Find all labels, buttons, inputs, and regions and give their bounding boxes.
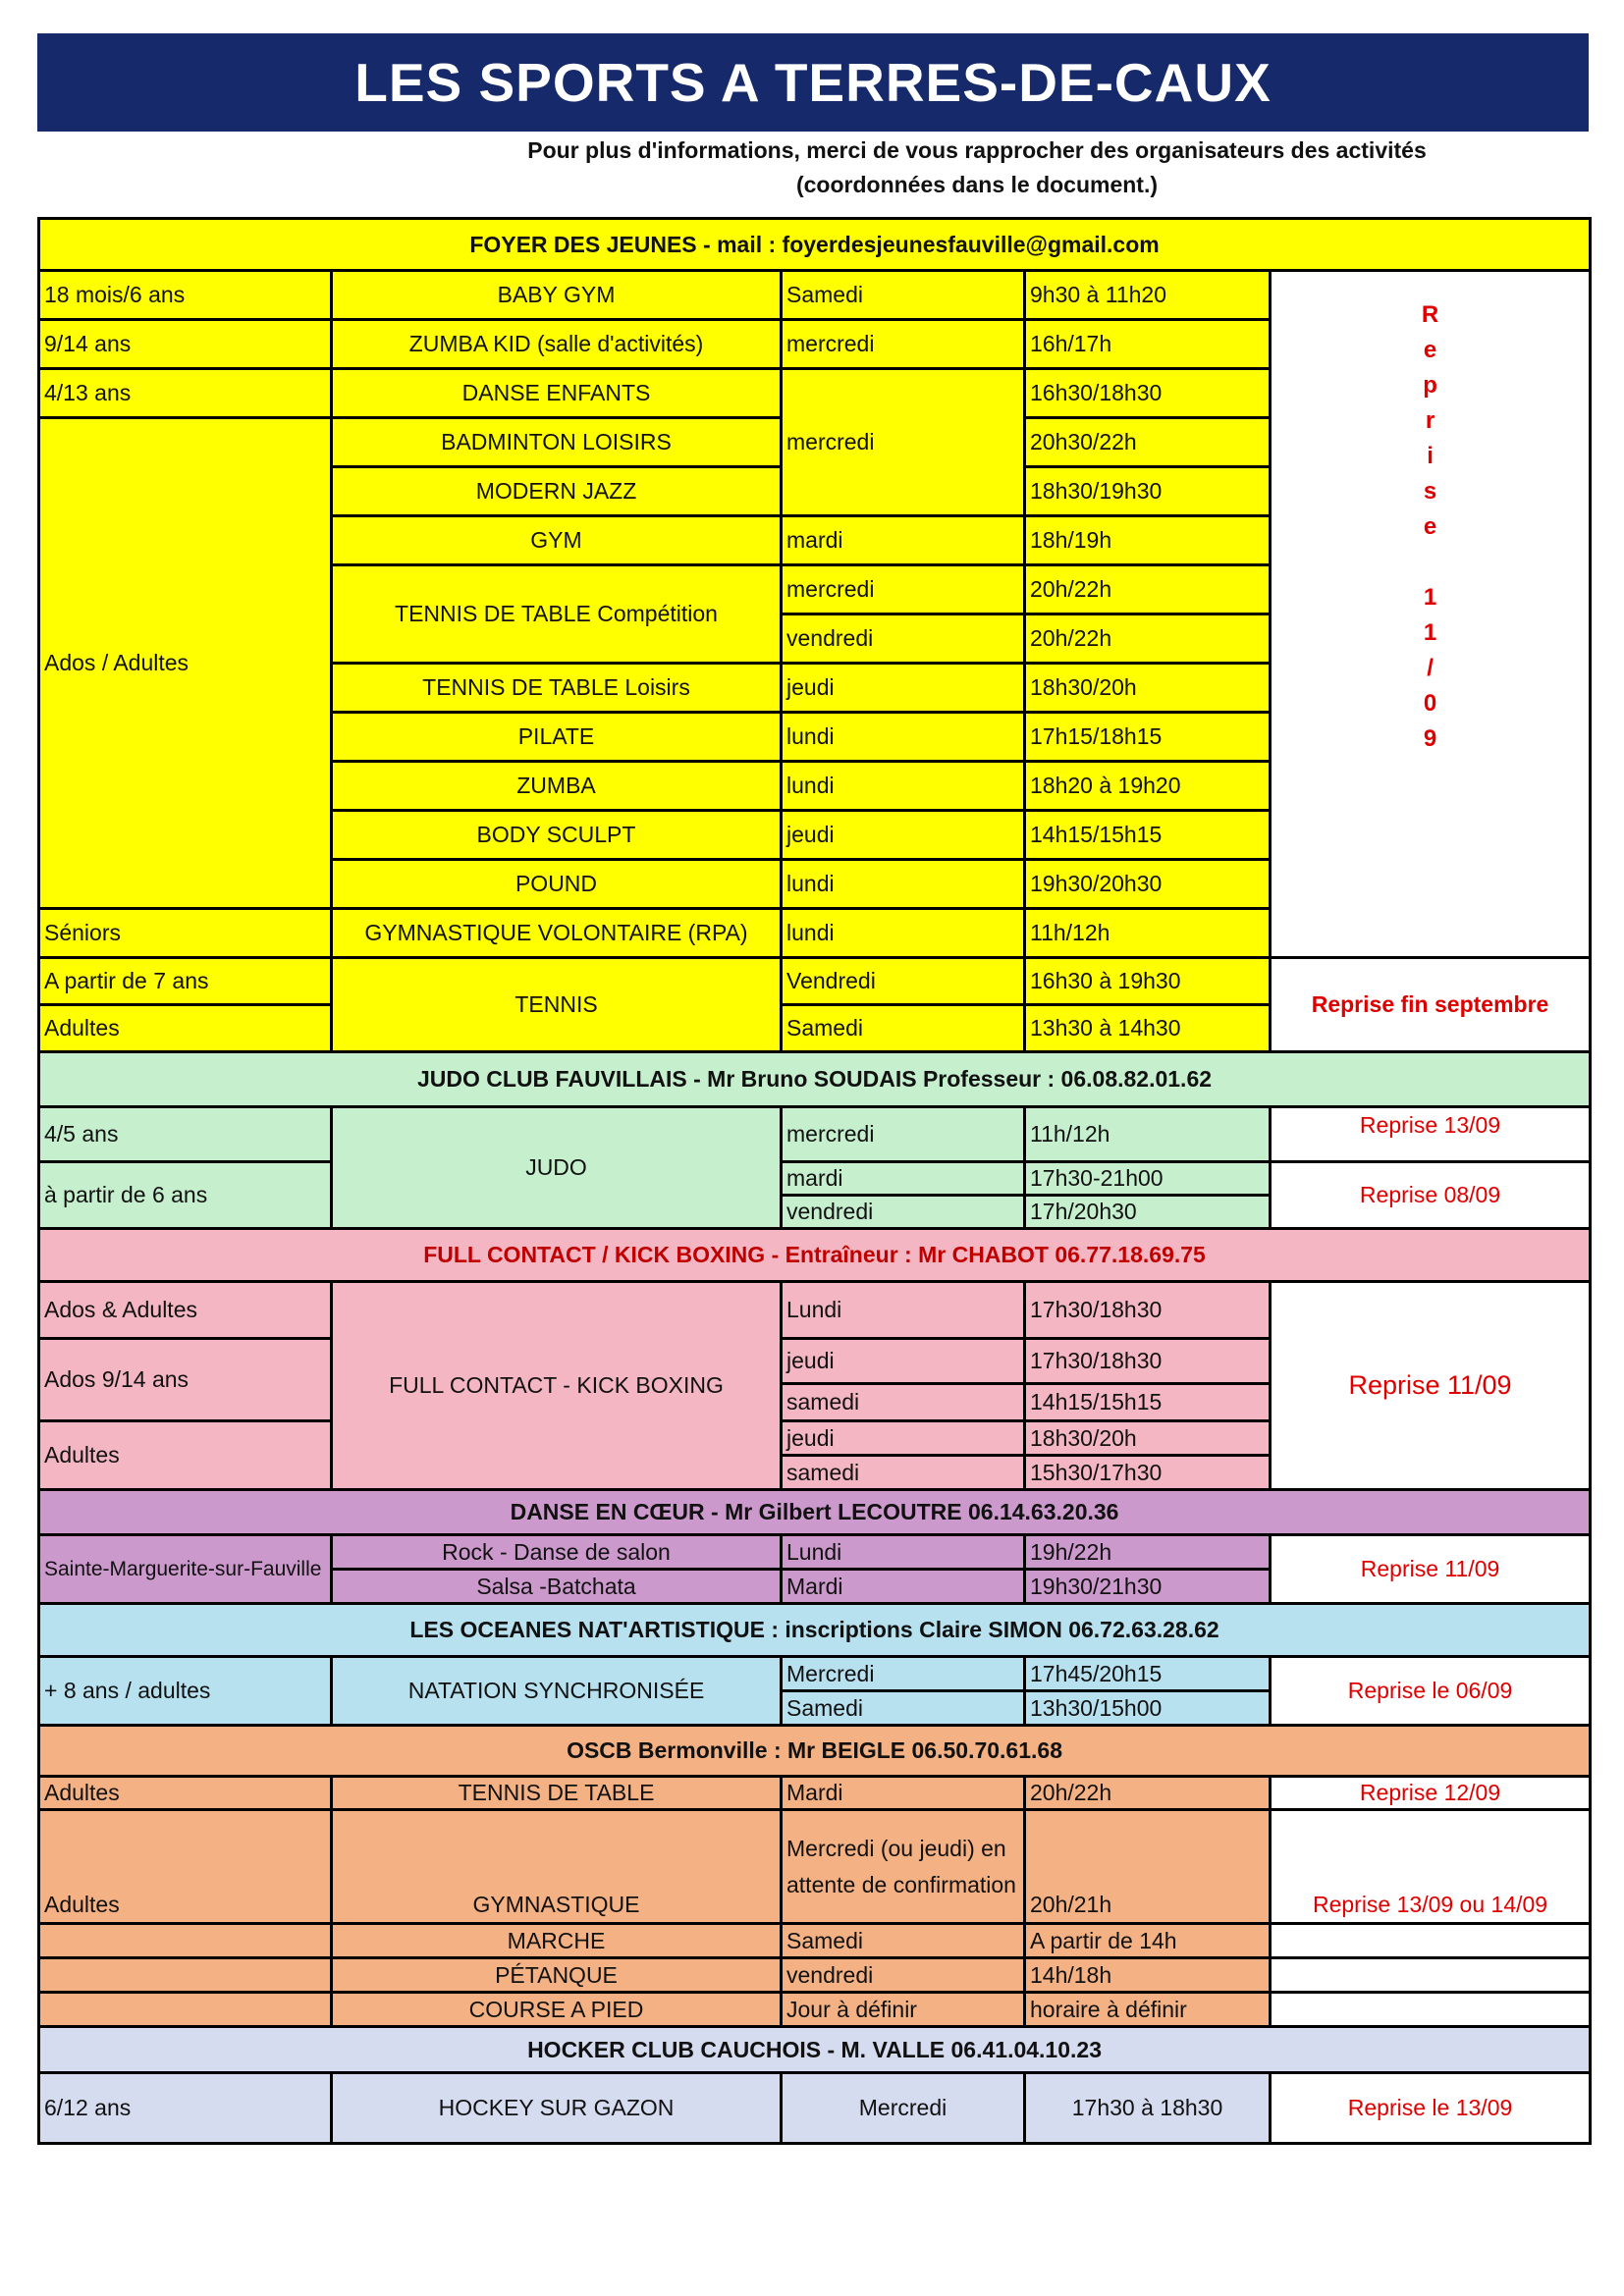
activity-cell: TENNIS <box>332 958 782 1052</box>
activity-cell: GYMNASTIQUE VOLONTAIRE (RPA) <box>332 909 782 958</box>
time-cell: 17h30 à 18h30 <box>1025 2073 1271 2144</box>
age-cell: 9/14 ans <box>39 320 332 369</box>
time-cell: 18h20 à 19h20 <box>1025 762 1271 811</box>
day-cell: mardi <box>782 516 1025 565</box>
reprise-cell: Reprise fin septembre <box>1271 958 1591 1052</box>
day-cell: vendredi <box>782 1958 1025 1993</box>
time-cell: 19h/22h <box>1025 1535 1271 1570</box>
subtitle-line-1: Pour plus d'informations, merci de vous rapprocher des organisateurs des activités <box>527 137 1427 163</box>
time-cell: 16h30 à 19h30 <box>1025 958 1271 1005</box>
time-cell: 14h15/15h15 <box>1025 811 1271 860</box>
time-cell: horaire à définir <box>1025 1993 1271 2027</box>
time-cell: 19h30/20h30 <box>1025 860 1271 909</box>
day-cell: Lundi <box>782 1535 1025 1570</box>
section-header-judo <box>39 1052 1591 1107</box>
age-cell: Adultes <box>39 1005 332 1052</box>
table-row <box>39 2073 1591 2144</box>
time-cell: 15h30/17h30 <box>1025 1456 1271 1490</box>
section-title: FULL CONTACT / KICK BOXING - Entraîneur : Mr CHABOT 06.77.18.69.75 <box>39 1229 1591 1282</box>
time-cell: 18h30/19h30 <box>1025 467 1271 516</box>
age-cell: A partir de 7 ans <box>39 958 332 1005</box>
time-cell: 19h30/21h30 <box>1025 1570 1271 1604</box>
time-cell: 14h15/15h15 <box>1025 1384 1271 1421</box>
section-title: FOYER DES JEUNES - mail : foyerdesjeunesfauville@gmail.com <box>39 219 1591 271</box>
activity-cell: GYM <box>332 516 782 565</box>
day-cell: mercredi <box>782 320 1025 369</box>
section-header-oscb <box>39 1726 1591 1777</box>
day-cell: Samedi <box>782 1005 1025 1052</box>
age-cell: 4/13 ans <box>39 369 332 418</box>
time-cell: 18h30/20h <box>1025 1421 1271 1456</box>
age-cell: + 8 ans / adultes <box>39 1657 332 1726</box>
activity-cell: MARCHE <box>332 1924 782 1958</box>
age-cell: à partir de 6 ans <box>39 1162 332 1229</box>
section-header-danse <box>39 1490 1591 1535</box>
reprise-cell: Reprise 13/09 <box>1271 1107 1591 1162</box>
section-title: LES OCEANES NAT'ARTISTIQUE : inscriptions Claire SIMON 06.72.63.28.62 <box>39 1604 1591 1657</box>
time-cell: 9h30 à 11h20 <box>1025 271 1271 320</box>
reprise-cell: R e p r i s e 1 1 / 0 9 <box>1271 271 1591 958</box>
activity-cell: PÉTANQUE <box>332 1958 782 1993</box>
section-title: JUDO CLUB FAUVILLAIS - Mr Bruno SOUDAIS Professeur : 06.08.82.01.62 <box>39 1052 1591 1107</box>
day-cell: jeudi <box>782 811 1025 860</box>
location-cell: Sainte-Marguerite-sur-Fauville <box>39 1535 332 1604</box>
reprise-cell: Reprise le 13/09 <box>1271 2073 1591 2144</box>
day-cell: jeudi <box>782 1339 1025 1384</box>
table-row <box>39 1282 1591 1339</box>
age-cell: Ados & Adultes <box>39 1282 332 1339</box>
activity-cell: PILATE <box>332 713 782 762</box>
activity-cell: Rock - Danse de salon <box>332 1535 782 1570</box>
reprise-cell <box>1271 1993 1591 2027</box>
activity-cell: TENNIS DE TABLE Compétition <box>332 565 782 664</box>
subtitle <box>461 133 1492 202</box>
day-cell: Lundi <box>782 1282 1025 1339</box>
section-header-oceanes <box>39 1604 1591 1657</box>
day-cell: samedi <box>782 1456 1025 1490</box>
time-cell: 17h15/18h15 <box>1025 713 1271 762</box>
age-cell: Adultes <box>39 1777 332 1810</box>
activity-cell: MODERN JAZZ <box>332 467 782 516</box>
reprise-cell <box>1271 1924 1591 1958</box>
table-row <box>39 1657 1591 1691</box>
section-title: HOCKER CLUB CAUCHOIS - M. VALLE 06.41.04.10.23 <box>39 2027 1591 2073</box>
time-cell: 20h30/22h <box>1025 418 1271 467</box>
time-cell: 17h30/18h30 <box>1025 1282 1271 1339</box>
time-cell: 18h/19h <box>1025 516 1271 565</box>
activity-cell: TENNIS DE TABLE <box>332 1777 782 1810</box>
time-cell: 14h/18h <box>1025 1958 1271 1993</box>
activity-cell: HOCKEY SUR GAZON <box>332 2073 782 2144</box>
day-cell: Mercredi <box>782 1657 1025 1691</box>
table-row <box>39 1777 1591 1810</box>
age-cell: Ados / Adultes <box>39 418 332 909</box>
activity-cell: COURSE A PIED <box>332 1993 782 2027</box>
reprise-cell <box>1271 1958 1591 1993</box>
reprise-cell: Reprise 13/09 ou 14/09 <box>1271 1810 1591 1924</box>
age-cell: 4/5 ans <box>39 1107 332 1162</box>
day-cell: Samedi <box>782 271 1025 320</box>
day-cell: lundi <box>782 860 1025 909</box>
day-cell: Mardi <box>782 1570 1025 1604</box>
section-title: DANSE EN CŒUR - Mr Gilbert LECOUTRE 06.14.63.20.36 <box>39 1490 1591 1535</box>
activity-cell: POUND <box>332 860 782 909</box>
time-cell: 18h30/20h <box>1025 664 1271 713</box>
time-cell: 17h30/18h30 <box>1025 1339 1271 1384</box>
age-cell <box>39 1993 332 2027</box>
day-cell: Vendredi <box>782 958 1025 1005</box>
age-cell: Adultes <box>39 1810 332 1924</box>
time-cell: 16h30/18h30 <box>1025 369 1271 418</box>
day-cell: mardi <box>782 1162 1025 1196</box>
activity-cell: JUDO <box>332 1107 782 1229</box>
day-cell: lundi <box>782 909 1025 958</box>
day-cell: lundi <box>782 762 1025 811</box>
table-row <box>39 1993 1591 2027</box>
age-cell: Ados 9/14 ans <box>39 1339 332 1421</box>
table-row <box>39 1810 1591 1924</box>
time-cell: 11h/12h <box>1025 909 1271 958</box>
time-cell: 16h/17h <box>1025 320 1271 369</box>
reprise-cell: Reprise le 06/09 <box>1271 1657 1591 1726</box>
day-cell: jeudi <box>782 1421 1025 1456</box>
activity-cell: ZUMBA <box>332 762 782 811</box>
day-cell: Samedi <box>782 1924 1025 1958</box>
reprise-cell: Reprise 11/09 <box>1271 1535 1591 1604</box>
section-title: OSCB Bermonville : Mr BEIGLE 06.50.70.61.68 <box>39 1726 1591 1777</box>
day-cell: vendredi <box>782 614 1025 664</box>
table-row <box>39 1958 1591 1993</box>
reprise-cell: Reprise 08/09 <box>1271 1162 1591 1229</box>
activity-cell: BADMINTON LOISIRS <box>332 418 782 467</box>
time-cell: 20h/22h <box>1025 1777 1271 1810</box>
day-cell: vendredi <box>782 1196 1025 1229</box>
time-cell: 13h30/15h00 <box>1025 1691 1271 1726</box>
activity-cell: TENNIS DE TABLE Loisirs <box>332 664 782 713</box>
page-title: LES SPORTS A TERRES-DE-CAUX <box>37 33 1589 132</box>
subtitle-line-2: (coordonnées dans le document.) <box>795 172 1159 197</box>
day-cell: mercredi <box>782 369 1025 516</box>
section-header-kick-boxing <box>39 1229 1591 1282</box>
time-cell: 20h/22h <box>1025 614 1271 664</box>
day-cell: mercredi <box>782 1107 1025 1162</box>
section-header-hockey <box>39 2027 1591 2073</box>
day-cell: Mercredi <box>782 2073 1025 2144</box>
activity-cell: DANSE ENFANTS <box>332 369 782 418</box>
table-row <box>39 1107 1591 1162</box>
activity-cell: FULL CONTACT - KICK BOXING <box>332 1282 782 1490</box>
reprise-cell: Reprise 11/09 <box>1271 1282 1591 1490</box>
time-cell: A partir de 14h <box>1025 1924 1271 1958</box>
table-row <box>39 1535 1591 1570</box>
time-cell: 17h/20h30 <box>1025 1196 1271 1229</box>
age-cell: 6/12 ans <box>39 2073 332 2144</box>
age-cell: Adultes <box>39 1421 332 1490</box>
table-row <box>39 1924 1591 1958</box>
activity-cell: GYMNASTIQUE <box>332 1810 782 1924</box>
time-cell: 20h/21h <box>1025 1810 1271 1924</box>
time-cell: 17h30-21h00 <box>1025 1162 1271 1196</box>
day-cell: Samedi <box>782 1691 1025 1726</box>
day-cell: samedi <box>782 1384 1025 1421</box>
age-cell: Séniors <box>39 909 332 958</box>
section-header-foyer <box>39 219 1591 271</box>
activity-cell: Salsa -Batchata <box>332 1570 782 1604</box>
sports-schedule-table <box>37 217 1592 2145</box>
time-cell: 20h/22h <box>1025 565 1271 614</box>
day-cell: lundi <box>782 713 1025 762</box>
day-cell: mercredi <box>782 565 1025 614</box>
age-cell <box>39 1958 332 1993</box>
table-row <box>39 271 1591 320</box>
time-cell: 13h30 à 14h30 <box>1025 1005 1271 1052</box>
age-cell: 18 mois/6 ans <box>39 271 332 320</box>
reprise-cell: Reprise 12/09 <box>1271 1777 1591 1810</box>
time-cell: 11h/12h <box>1025 1107 1271 1162</box>
time-cell: 17h45/20h15 <box>1025 1657 1271 1691</box>
day-cell: Mardi <box>782 1777 1025 1810</box>
day-cell: Mercredi (ou jeudi) en attente de confirmation <box>782 1810 1025 1924</box>
activity-cell: BABY GYM <box>332 271 782 320</box>
table-row <box>39 1162 1591 1196</box>
day-cell: jeudi <box>782 664 1025 713</box>
day-cell: Jour à définir <box>782 1993 1025 2027</box>
age-cell <box>39 1924 332 1958</box>
activity-cell: ZUMBA KID (salle d'activités) <box>332 320 782 369</box>
table-row <box>39 958 1591 1005</box>
activity-cell: NATATION SYNCHRONISÉE <box>332 1657 782 1726</box>
activity-cell: BODY SCULPT <box>332 811 782 860</box>
